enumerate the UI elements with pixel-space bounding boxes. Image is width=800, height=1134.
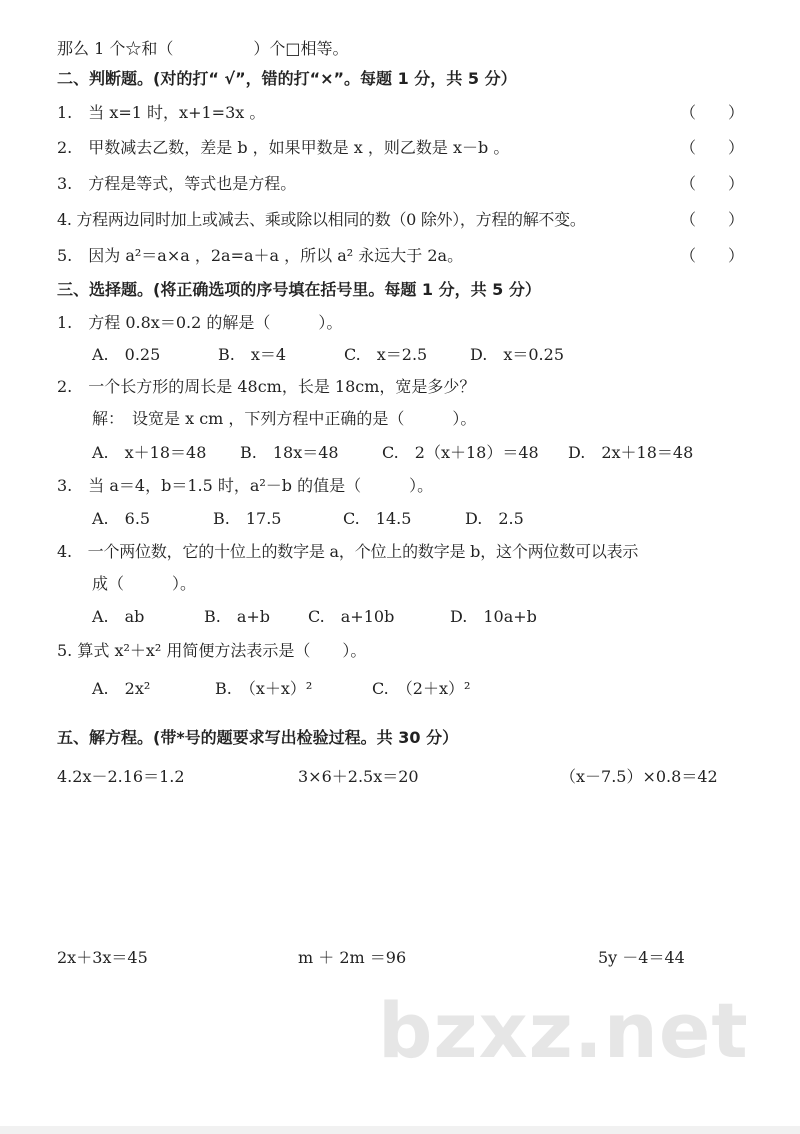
choice-q4-option-b[interactable]: B. a+b [204,607,271,626]
equation-3: （x－7.5）×0.8＝42 [560,767,718,786]
judge-item-3: 3. 方程是等式，等式也是方程。 [57,174,297,193]
choice-q4-option-a[interactable]: A. ab [92,607,145,626]
choice-q5-option-a[interactable]: A. 2x² [92,679,151,698]
section2-title: 二、判断题。(对的打“ √”，错的打“×”。每题 1 分，共 5 分） [57,69,517,88]
judge-answer-2[interactable]: （ ） [680,138,745,157]
choice-q1-option-c[interactable]: C. x＝2.5 [344,345,428,364]
equation-5: m ＋ 2m ＝96 [298,948,407,967]
equation-6: 5y －4＝44 [598,948,685,967]
choice-q1-stem: 1. 方程 0.8x＝0.2 的解是（ ）。 [57,313,343,332]
choice-q3-option-c[interactable]: C. 14.5 [343,509,412,528]
watermark: bzxz.net [378,986,749,1075]
judge-item-4: 4. 方程两边同时加上或减去、乘或除以相同的数（0 除外），方程的解不变。 [57,210,586,229]
choice-q1-option-b[interactable]: B. x＝4 [218,345,287,364]
section5-title: 五、解方程。(带*号的题要求写出检验过程。共 30 分） [57,728,459,747]
choice-q4-option-d[interactable]: D. 10a+b [450,607,537,626]
judge-answer-5[interactable]: （ ） [680,246,745,265]
section3-title: 三、选择题。(将正确选项的序号填在括号里。每题 1 分，共 5 分） [57,280,541,299]
equation-1: 4.2x－2.16＝1.2 [57,767,185,786]
judge-answer-4[interactable]: （ ） [680,210,745,229]
choice-q1-option-d[interactable]: D. x＝0.25 [470,345,564,364]
choice-q5-option-c[interactable]: C. （2＋x）² [372,679,471,698]
choice-q4-stem-cont: 成（ ）。 [92,574,197,593]
choice-q3-option-d[interactable]: D. 2.5 [465,509,524,528]
choice-q3-option-a[interactable]: A. 6.5 [92,509,151,528]
choice-q2-option-c[interactable]: C. 2（x＋18）＝48 [382,443,539,462]
choice-q4-stem: 4. 一个两位数，它的十位上的数字是 a，个位上的数字是 b，这个两位数可以表示 [57,542,639,561]
top-line: 那么 1 个☆和（ ）个□相等。 [57,39,349,58]
judge-answer-1[interactable]: （ ） [680,103,745,122]
choice-q2-option-b[interactable]: B. 18x＝48 [240,443,339,462]
choice-q5-option-b[interactable]: B. （x＋x）² [215,679,313,698]
judge-answer-3[interactable]: （ ） [680,174,745,193]
choice-q5-stem: 5. 算式 x²＋x² 用简便方法表示是（ ）。 [57,641,367,660]
page-bottom-edge [0,1126,800,1134]
equation-2: 3×6＋2.5x＝20 [298,767,419,786]
choice-q4-option-c[interactable]: C. a+10b [308,607,395,626]
choice-q3-stem: 3. 当 a＝4，b＝1.5 时，a²－b 的值是（ ）。 [57,476,434,495]
choice-q2-option-a[interactable]: A. x＋18＝48 [92,443,207,462]
choice-q1-option-a[interactable]: A. 0.25 [92,345,161,364]
choice-q3-option-b[interactable]: B. 17.5 [213,509,282,528]
choice-q2-stem: 2. 一个长方形的周长是 48cm，长是 18cm，宽是多少？ [57,377,476,396]
judge-item-2: 2. 甲数减去乙数，差是 b ，如果甲数是 x ，则乙数是 x－b 。 [57,138,510,157]
choice-q2-option-d[interactable]: D. 2x＋18＝48 [568,443,694,462]
equation-4: 2x＋3x＝45 [57,948,148,967]
judge-item-1: 1. 当 x=1 时，x+1=3x 。 [57,103,266,122]
choice-q2-sub: 解： 设宽是 x cm ，下列方程中正确的是（ ）。 [92,409,477,428]
judge-item-5: 5. 因为 a²＝a×a ，2a=a＋a ，所以 a² 永远大于 2a。 [57,246,464,265]
